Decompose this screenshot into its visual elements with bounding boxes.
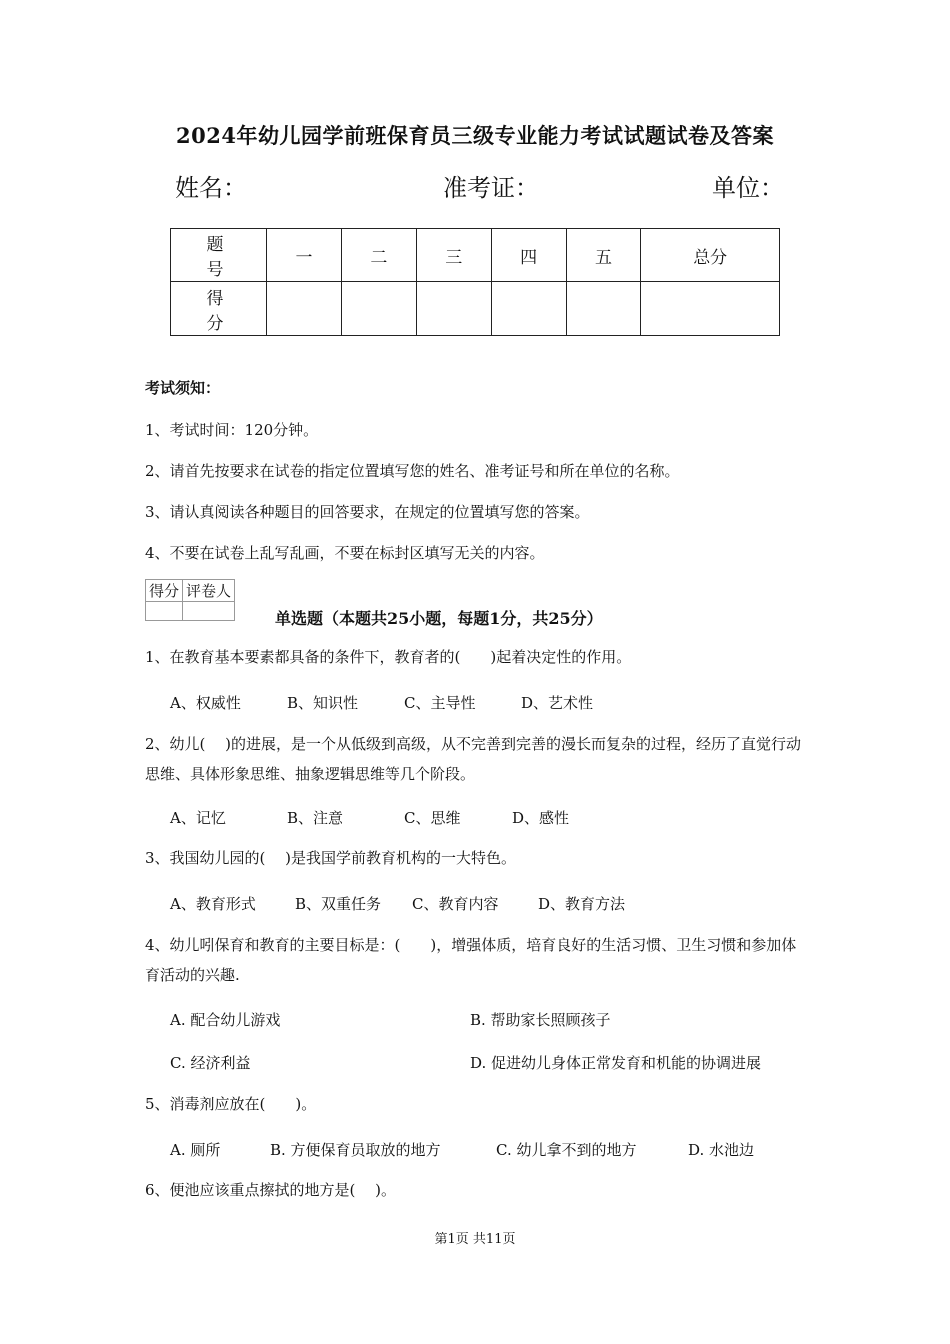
score-cell	[416, 282, 491, 336]
note-item: 2、请首先按要求在试卷的指定位置填写您的姓名、准考证号和所在单位的名称。	[145, 462, 680, 480]
question-1: 1、在教育基本要素都具备的条件下，教育者的( )起着决定性的作用。	[145, 648, 632, 666]
page-title: 2024年幼儿园学前班保育员三级专业能力考试试题试卷及答案	[176, 123, 774, 148]
score-cell	[341, 282, 416, 336]
section-title: 单选题（本题共25小题，每题1分，共25分）	[275, 609, 603, 628]
option: C、主导性	[404, 694, 476, 712]
grader-reviewer-cell	[183, 602, 235, 621]
option: D、教育方法	[538, 895, 626, 913]
note-item: 1、考试时间：120分钟。	[145, 421, 319, 439]
option: D. 水池边	[688, 1141, 755, 1159]
score-header-cell: 三	[416, 229, 491, 282]
notes-title: 考试须知：	[145, 379, 221, 397]
score-cell	[566, 282, 641, 336]
score-row-label: 得 分	[171, 282, 267, 336]
option: B、双重任务	[295, 895, 382, 913]
page-footer: 第1页 共11页	[434, 1232, 516, 1247]
score-cell	[491, 282, 566, 336]
question-2: 2、幼儿( )的进展，是一个从低级到高级，从不完善到完善的漫长而复杂的过程，经历了直觉行动思维、具体形象思维、抽象逻辑思维等几个阶段。	[145, 735, 802, 783]
option: D. 促进幼儿身体正常发育和机能的协调进展	[470, 1054, 762, 1072]
option: D、艺术性	[521, 694, 594, 712]
score-table-score-row	[171, 282, 780, 336]
option: A、记忆	[170, 809, 226, 827]
option: C. 经济利益	[170, 1054, 251, 1072]
option: B、注意	[287, 809, 344, 827]
grader-box	[145, 579, 235, 621]
option: B、知识性	[287, 694, 359, 712]
score-cell	[641, 282, 780, 336]
option: A. 配合幼儿游戏	[170, 1011, 281, 1029]
score-table	[170, 228, 780, 336]
grader-score-label: 得分	[146, 580, 183, 602]
option: B. 方便保育员取放的地方	[270, 1141, 441, 1159]
question-5: 5、消毒剂应放在( )。	[145, 1095, 317, 1113]
option: C. 幼儿拿不到的地方	[496, 1141, 637, 1159]
score-header-cell: 二	[341, 229, 416, 282]
grader-reviewer-label: 评卷人	[183, 580, 235, 602]
score-table-header-row	[171, 229, 780, 282]
exam-id-label: 准考证：	[443, 174, 539, 202]
note-item: 3、请认真阅读各种题目的回答要求，在规定的位置填写您的答案。	[145, 503, 590, 521]
name-label: 姓名：	[175, 174, 247, 202]
grader-score-cell	[146, 602, 183, 621]
score-header-cell: 题 号	[171, 229, 267, 282]
question-3: 3、我国幼儿园的( )是我国学前教育机构的一大特色。	[145, 849, 517, 867]
option: D、感性	[512, 809, 570, 827]
option: A、教育形式	[170, 895, 256, 913]
score-header-cell: 总分	[641, 229, 780, 282]
unit-label: 单位：	[712, 174, 784, 202]
option: B. 帮助家长照顾孩子	[470, 1011, 611, 1029]
question-6: 6、便池应该重点擦拭的地方是( )。	[145, 1181, 397, 1199]
option: A. 厕所	[170, 1141, 221, 1159]
score-header-cell: 五	[566, 229, 641, 282]
score-header-cell: 一	[267, 229, 342, 282]
option: A、权威性	[170, 694, 241, 712]
score-cell	[267, 282, 342, 336]
note-item: 4、不要在试卷上乱写乱画，不要在标封区填写无关的内容。	[145, 544, 545, 562]
option: C、思维	[404, 809, 461, 827]
score-header-cell: 四	[491, 229, 566, 282]
option: C、教育内容	[412, 895, 499, 913]
question-4: 4、幼儿吲保育和教育的主要目标是：( )，增强体质，培育良好的生活习惯、卫生习惯和参加体育活动的兴趣.	[145, 936, 797, 984]
